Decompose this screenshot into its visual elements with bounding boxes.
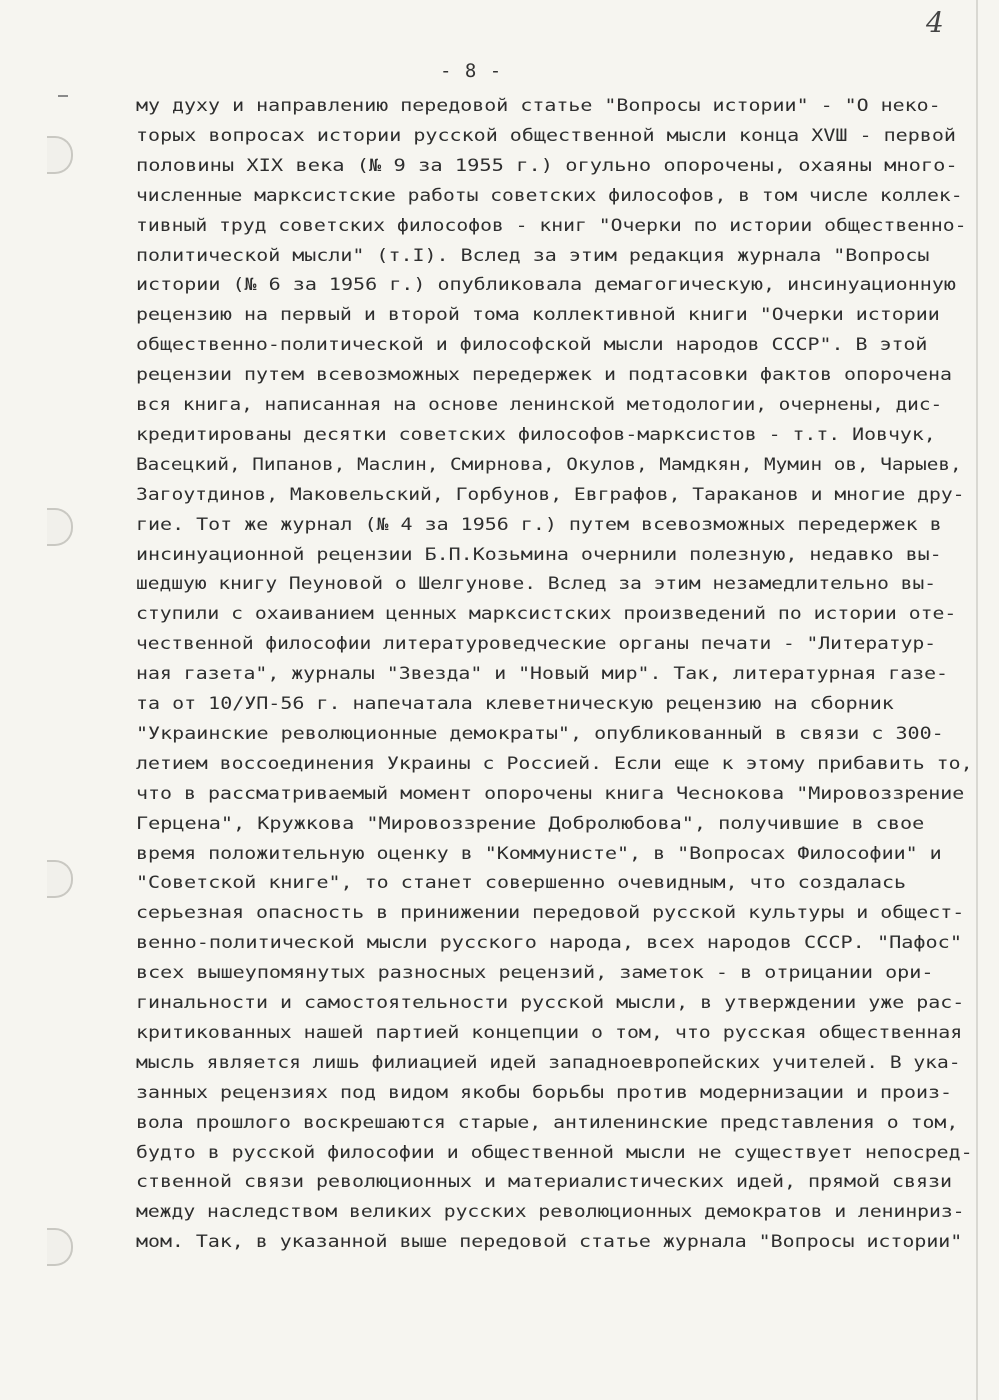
text-line: ственной связи революционных и материалистических идей, прямой связи (136, 1172, 952, 1193)
text-line: мысль является лишь филиацией идей западноевропейских учителей. В ука- (136, 1052, 961, 1073)
text-line: кредитированы десятки советских философов-марксистов - т.т. Иовчук, (136, 424, 936, 445)
text-line: шедшую книгу Пеуновой о Шелгунове. Вслед за этим незамедлительно вы- (136, 574, 936, 595)
text-line: будто в русской философии и общественной мысли не существует непосред- (136, 1142, 973, 1163)
text-line: ступили с охаиванием ценных марксистских произведений по истории оте- (136, 604, 957, 625)
page-edge (976, 0, 978, 1400)
text-line: время положительную оценку в "Коммунисте", в "Вопросах Философии" и (136, 843, 942, 864)
text-line: серьезная опасность в принижении передовой русской культуры и общест- (136, 903, 965, 924)
text-line: мом. Так, в указанной выше передовой статье журнала "Вопросы истории" (136, 1232, 963, 1253)
text-line: политической мысли" (т.I). Вслед за этим редакция журнала "Вопросы (136, 245, 930, 266)
text-line: вола прошлого воскрешаются старые, антиленинские представления о том, (136, 1112, 959, 1133)
text-line: му духу и направлению передовой статье "Вопросы истории" - "О неко- (136, 96, 941, 116)
punch-hole (47, 508, 73, 546)
text-line: Васецкий, Пипанов, Маслин, Смирнова, Окулов, Мамдкян, Мумин ов, Чарыев, (136, 454, 962, 475)
text-line: венно-политической мысли русского народа, всех народов СССР. "Пафос" (136, 933, 962, 954)
text-line: рецензию на первый и второй тома коллективной книги "Очерки истории (136, 305, 940, 326)
text-line: инсинуационной рецензии Б.П.Козьмина очернили полезную, недавко вы- (136, 544, 942, 565)
punch-hole (47, 1228, 73, 1266)
text-line: истории (№ 6 за 1956 г.) опубликовала демагогическую, инсинуационную (136, 275, 956, 296)
text-line: занных рецензиях под видом якобы борьбы против модернизации и произ- (136, 1082, 952, 1103)
text-line: торых вопросах истории русской общественной мысли конца XVШ - первой (136, 125, 956, 146)
text-line: ная газета", журналы "Звезда" и "Новый мир". Так, литературная газе- (136, 664, 948, 685)
folio-number: 4 (926, 6, 944, 39)
text-line: гинальности и самостоятельности русской мысли, в утверждении уже рас- (136, 993, 965, 1013)
text-line: половины XIX века (№ 9 за 1955 г.) огульно опорочены, охаяны много- (136, 155, 958, 176)
text-line: тивный труд советских философов - книг "Очерки по истории общественно- (136, 215, 967, 236)
text-line: критикованных нашей партией концепции о том, что русская общественная (136, 1022, 963, 1043)
page-number: - 8 - (440, 60, 503, 82)
punch-hole (47, 860, 73, 898)
text-line: вся книга, написанная на основе ленинской методологии, очернены, дис- (136, 395, 943, 415)
text-line: всех вышеупомянутых разносных рецензий, заметок - в отрицании ори- (136, 963, 934, 984)
text-line: та от 10/УП-56 г. напечатала клеветническую рецензию на сборник (136, 694, 894, 714)
text-line: между наследством великих русских революционных демократов и ленинриз- (136, 1202, 965, 1223)
text-line: гие. Тот же журнал (№ 4 за 1956 г.) путем всевозможных передержек в (136, 514, 942, 535)
text-line: "Украинские революционные демократы", опубликованный в связи с 300- (136, 723, 944, 744)
text-line: летием воссоединения Украины с Россией. Если еще к этому прибавить то, (136, 753, 973, 774)
punch-hole (47, 136, 73, 174)
text-line: общественно-политической и философской мысли народов СССР". В этой (136, 335, 928, 356)
text-line: рецензии путем всевозможных передержек и подтасовки фактов опорочена (136, 365, 952, 386)
text-line: что в рассматриваемый момент опорочены книга Чеснокова "Мировоззрение (136, 783, 965, 804)
text-line: чественной философии литературоведческие органы печати - "Литератур- (136, 634, 936, 655)
text-line: Герцена", Кружкова "Мировоззрение Добролюбова", получившие в свое (136, 813, 925, 834)
text-line: численные марксистские работы советских философов, в том числе коллек- (136, 185, 963, 206)
margin-mark (58, 95, 68, 97)
text-line: "Советской книге", то станет совершенно очевидным, что создалась (136, 873, 907, 894)
text-line: Загоутдинов, Маковельский, Горбунов, Евграфов, Тараканов и многие дру- (136, 484, 965, 505)
